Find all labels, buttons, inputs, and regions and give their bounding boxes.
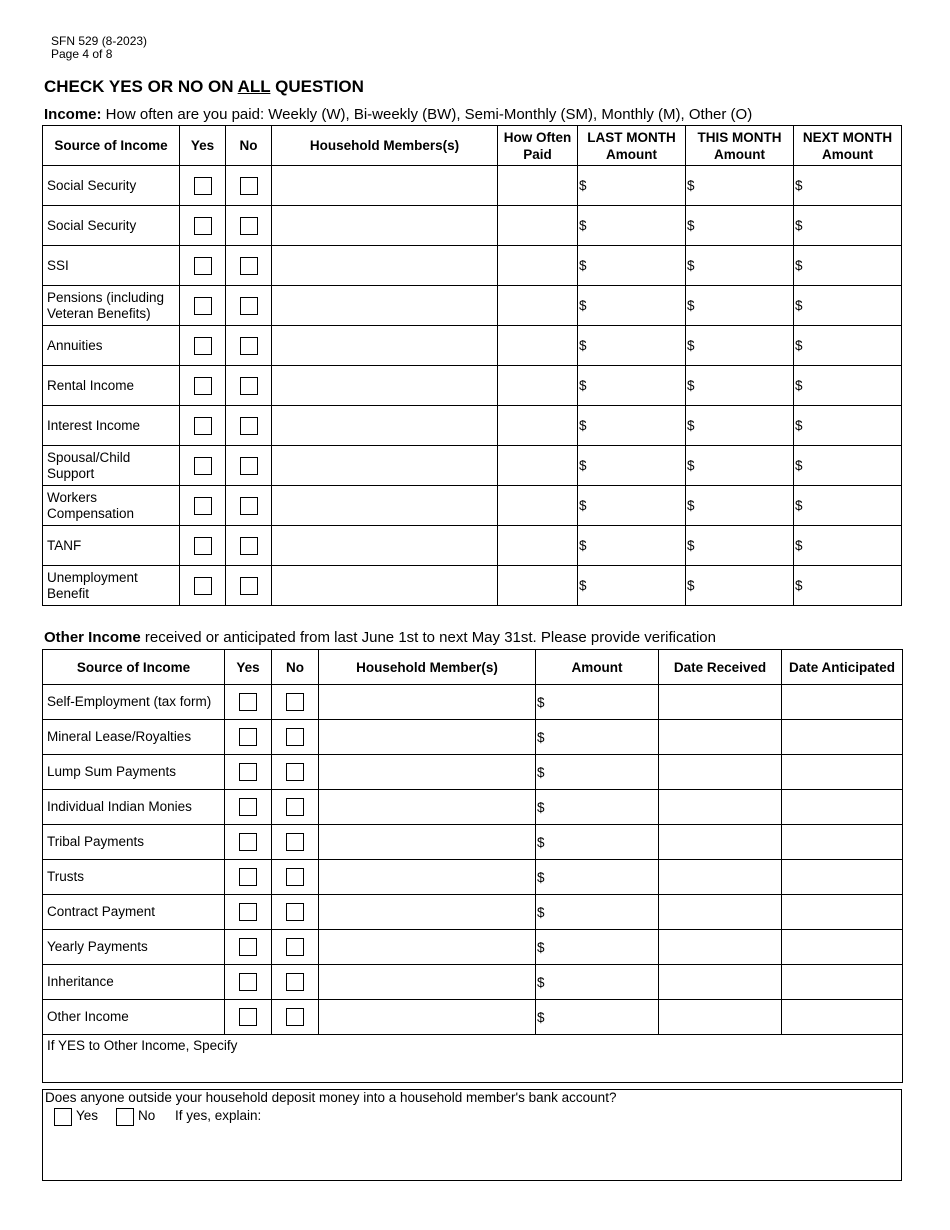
this-month-amount-field[interactable]: $ xyxy=(686,486,794,526)
income-row xyxy=(43,246,902,286)
income-yes-checkbox[interactable] xyxy=(194,217,212,235)
income-row xyxy=(43,326,902,366)
income-table-header xyxy=(43,126,902,166)
income-no-checkbox-cell xyxy=(226,166,272,206)
other-income-no-checkbox[interactable] xyxy=(286,798,304,816)
income-no-checkbox[interactable] xyxy=(240,497,258,515)
other-income-row xyxy=(43,895,903,930)
other-income-source-label: Mineral Lease/Royalties xyxy=(43,720,225,755)
amount-field[interactable]: $ xyxy=(536,895,659,930)
how-often-paid-field[interactable] xyxy=(498,526,578,566)
income-col-header: THIS MONTH Amount xyxy=(686,126,794,166)
date-received-field[interactable] xyxy=(659,860,782,895)
household-members-field[interactable] xyxy=(272,486,498,526)
other-income-no-checkbox[interactable] xyxy=(286,693,304,711)
other-income-yes-checkbox-cell xyxy=(225,720,272,755)
household-members-field[interactable] xyxy=(272,166,498,206)
income-table xyxy=(42,125,902,606)
how-often-paid-field[interactable] xyxy=(498,366,578,406)
other-income-yes-checkbox[interactable] xyxy=(239,938,257,956)
other-income-col-header: Household Member(s) xyxy=(319,650,536,685)
income-col-header: No xyxy=(226,126,272,166)
income-no-checkbox[interactable] xyxy=(240,337,258,355)
date-anticipated-field[interactable] xyxy=(782,895,903,930)
household-members-field[interactable] xyxy=(272,246,498,286)
household-members-field[interactable] xyxy=(272,286,498,326)
other-income-row xyxy=(43,930,903,965)
income-col-header: NEXT MONTH Amount xyxy=(794,126,902,166)
how-often-paid-field[interactable] xyxy=(498,286,578,326)
other-income-no-checkbox-cell xyxy=(272,720,319,755)
amount-field[interactable]: $ xyxy=(536,825,659,860)
household-members-field[interactable] xyxy=(272,406,498,446)
other-income-no-checkbox-cell xyxy=(272,965,319,1000)
other-income-yes-checkbox[interactable] xyxy=(239,1008,257,1026)
other-income-source-label: Inheritance xyxy=(43,965,225,1000)
income-section-title: Income: How often are you paid: Weekly (W), Bi-weekly (BW), Semi-Monthly (SM), Monthly (M), Other (O) xyxy=(44,106,753,123)
amount-field[interactable]: $ xyxy=(536,930,659,965)
income-no-checkbox-cell xyxy=(226,326,272,366)
last-month-amount-field[interactable]: $ xyxy=(578,166,686,206)
income-source-label: Pensions (including Veteran Benefits) xyxy=(43,286,180,326)
household-member-field[interactable] xyxy=(319,895,536,930)
income-source-label: SSI xyxy=(43,246,180,286)
household-member-field[interactable] xyxy=(319,965,536,1000)
other-income-table xyxy=(42,649,903,1083)
other-income-no-checkbox-cell xyxy=(272,1000,319,1035)
household-members-field[interactable] xyxy=(272,446,498,486)
household-members-field[interactable] xyxy=(272,206,498,246)
this-month-amount-field[interactable]: $ xyxy=(686,526,794,566)
last-month-amount-field[interactable]: $ xyxy=(578,446,686,486)
income-row xyxy=(43,366,902,406)
income-no-checkbox[interactable] xyxy=(240,577,258,595)
income-no-checkbox[interactable] xyxy=(240,257,258,275)
income-no-checkbox-cell xyxy=(226,446,272,486)
how-often-paid-field[interactable] xyxy=(498,486,578,526)
income-yes-checkbox[interactable] xyxy=(194,417,212,435)
income-yes-checkbox-cell xyxy=(180,286,226,326)
income-no-checkbox[interactable] xyxy=(240,297,258,315)
income-yes-checkbox[interactable] xyxy=(194,497,212,515)
specify-row xyxy=(43,1035,903,1083)
income-no-checkbox[interactable] xyxy=(240,417,258,435)
income-yes-checkbox-cell xyxy=(180,366,226,406)
income-yes-checkbox[interactable] xyxy=(194,377,212,395)
next-month-amount-field[interactable]: $ xyxy=(794,326,902,366)
other-income-yes-checkbox-cell xyxy=(225,685,272,720)
other-income-no-checkbox[interactable] xyxy=(286,973,304,991)
this-month-amount-field[interactable]: $ xyxy=(686,206,794,246)
other-income-col-header: Amount xyxy=(536,650,659,685)
page-number: Page 4 of 8 xyxy=(51,47,113,61)
next-month-amount-field[interactable]: $ xyxy=(794,486,902,526)
other-income-no-checkbox-cell xyxy=(272,895,319,930)
income-no-checkbox-cell xyxy=(226,486,272,526)
page-title: CHECK YES OR NO ON ALL QUESTION xyxy=(44,77,364,96)
this-month-amount-field[interactable]: $ xyxy=(686,246,794,286)
income-no-checkbox-cell xyxy=(226,206,272,246)
next-month-amount-field[interactable]: $ xyxy=(794,246,902,286)
this-month-amount-field[interactable]: $ xyxy=(686,406,794,446)
last-month-amount-field[interactable]: $ xyxy=(578,206,686,246)
other-income-no-checkbox-cell xyxy=(272,790,319,825)
income-yes-checkbox[interactable] xyxy=(194,457,212,475)
household-member-field[interactable] xyxy=(319,930,536,965)
income-yes-checkbox-cell xyxy=(180,246,226,286)
date-anticipated-field[interactable] xyxy=(782,720,903,755)
income-col-header: Source of Income xyxy=(43,126,180,166)
other-income-col-header: Date Anticipated xyxy=(782,650,903,685)
income-source-label: Social Security xyxy=(43,206,180,246)
other-income-yes-checkbox[interactable] xyxy=(239,763,257,781)
income-row xyxy=(43,286,902,326)
income-no-checkbox-cell xyxy=(226,286,272,326)
deposit-yes-checkbox[interactable] xyxy=(54,1108,72,1126)
how-often-paid-field[interactable] xyxy=(498,406,578,446)
other-income-no-checkbox[interactable] xyxy=(286,763,304,781)
other-income-row xyxy=(43,860,903,895)
how-often-paid-field[interactable] xyxy=(498,326,578,366)
other-income-row xyxy=(43,755,903,790)
other-income-no-checkbox[interactable] xyxy=(286,1008,304,1026)
household-member-field[interactable] xyxy=(319,720,536,755)
other-income-no-checkbox[interactable] xyxy=(286,938,304,956)
household-member-field[interactable] xyxy=(319,825,536,860)
income-row xyxy=(43,406,902,446)
other-income-row xyxy=(43,720,903,755)
how-often-paid-field[interactable] xyxy=(498,206,578,246)
other-income-yes-checkbox-cell xyxy=(225,965,272,1000)
income-col-header: Household Members(s) xyxy=(272,126,498,166)
income-no-checkbox[interactable] xyxy=(240,377,258,395)
next-month-amount-field[interactable]: $ xyxy=(794,166,902,206)
income-yes-checkbox[interactable] xyxy=(194,337,212,355)
bank-deposit-question: Does anyone outside your household deposit money into a household member's bank account? xyxy=(45,1090,617,1105)
income-source-label: Unemployment Benefit xyxy=(43,566,180,606)
next-month-amount-field[interactable]: $ xyxy=(794,286,902,326)
other-income-col-header: Yes xyxy=(225,650,272,685)
income-row xyxy=(43,486,902,526)
household-member-field[interactable] xyxy=(319,755,536,790)
other-income-no-checkbox[interactable] xyxy=(286,833,304,851)
other-income-no-checkbox[interactable] xyxy=(286,903,304,921)
household-member-field[interactable] xyxy=(319,1000,536,1035)
income-row xyxy=(43,526,902,566)
other-income-source-label: Other Income xyxy=(43,1000,225,1035)
household-member-field[interactable] xyxy=(319,790,536,825)
date-anticipated-field[interactable] xyxy=(782,685,903,720)
how-often-paid-field[interactable] xyxy=(498,166,578,206)
other-income-yes-checkbox[interactable] xyxy=(239,728,257,746)
date-anticipated-field[interactable] xyxy=(782,930,903,965)
income-no-checkbox-cell xyxy=(226,246,272,286)
other-income-yes-checkbox[interactable] xyxy=(239,693,257,711)
specify-other-income-field[interactable]: If YES to Other Income, Specify xyxy=(43,1035,903,1083)
how-often-paid-field[interactable] xyxy=(498,446,578,486)
income-yes-checkbox[interactable] xyxy=(194,177,212,195)
income-no-checkbox[interactable] xyxy=(240,537,258,555)
income-source-label: Annuities xyxy=(43,326,180,366)
income-yes-checkbox-cell xyxy=(180,406,226,446)
household-member-field[interactable] xyxy=(319,685,536,720)
deposit-no-checkbox[interactable] xyxy=(116,1108,134,1126)
income-col-header: How Often Paid xyxy=(498,126,578,166)
form-id: SFN 529 (8-2023) xyxy=(51,34,148,48)
household-members-field[interactable] xyxy=(272,366,498,406)
income-source-label: TANF xyxy=(43,526,180,566)
income-yes-checkbox-cell xyxy=(180,446,226,486)
how-often-paid-field[interactable] xyxy=(498,246,578,286)
other-income-source-label: Yearly Payments xyxy=(43,930,225,965)
income-yes-checkbox-cell xyxy=(180,206,226,246)
last-month-amount-field[interactable]: $ xyxy=(578,406,686,446)
other-income-yes-checkbox-cell xyxy=(225,860,272,895)
income-yes-checkbox[interactable] xyxy=(194,537,212,555)
income-source-label: Workers Compensation xyxy=(43,486,180,526)
date-received-field[interactable] xyxy=(659,825,782,860)
date-anticipated-field[interactable] xyxy=(782,860,903,895)
other-income-yes-checkbox-cell xyxy=(225,825,272,860)
other-income-yes-checkbox[interactable] xyxy=(239,833,257,851)
last-month-amount-field[interactable]: $ xyxy=(578,526,686,566)
bank-deposit-question-box xyxy=(42,1089,902,1181)
other-income-no-checkbox[interactable] xyxy=(286,868,304,886)
amount-field[interactable]: $ xyxy=(536,1000,659,1035)
other-income-yes-checkbox-cell xyxy=(225,930,272,965)
income-no-checkbox-cell xyxy=(226,406,272,446)
income-no-checkbox-cell xyxy=(226,566,272,606)
income-col-header: LAST MONTH Amount xyxy=(578,126,686,166)
other-income-yes-checkbox-cell xyxy=(225,755,272,790)
other-income-col-header: Date Received xyxy=(659,650,782,685)
other-income-source-label: Self-Employment (tax form) xyxy=(43,685,225,720)
income-source-label: Interest Income xyxy=(43,406,180,446)
other-income-source-label: Lump Sum Payments xyxy=(43,755,225,790)
date-anticipated-field[interactable] xyxy=(782,965,903,1000)
date-received-field[interactable] xyxy=(659,1000,782,1035)
other-income-table-header xyxy=(43,650,903,685)
household-member-field[interactable] xyxy=(319,860,536,895)
household-members-field[interactable] xyxy=(272,526,498,566)
other-income-no-checkbox-cell xyxy=(272,860,319,895)
amount-field[interactable]: $ xyxy=(536,720,659,755)
amount-field[interactable]: $ xyxy=(536,755,659,790)
income-col-header: Yes xyxy=(180,126,226,166)
deposit-no-label: No xyxy=(138,1108,156,1123)
other-income-source-label: Contract Payment xyxy=(43,895,225,930)
income-yes-checkbox[interactable] xyxy=(194,297,212,315)
amount-field[interactable]: $ xyxy=(536,965,659,1000)
income-yes-checkbox-cell xyxy=(180,486,226,526)
date-anticipated-field[interactable] xyxy=(782,755,903,790)
last-month-amount-field[interactable]: $ xyxy=(578,326,686,366)
date-received-field[interactable] xyxy=(659,965,782,1000)
this-month-amount-field[interactable]: $ xyxy=(686,446,794,486)
next-month-amount-field[interactable]: $ xyxy=(794,566,902,606)
income-yes-checkbox-cell xyxy=(180,566,226,606)
income-source-label: Social Security xyxy=(43,166,180,206)
date-received-field[interactable] xyxy=(659,895,782,930)
income-no-checkbox[interactable] xyxy=(240,177,258,195)
next-month-amount-field[interactable]: $ xyxy=(794,206,902,246)
next-month-amount-field[interactable]: $ xyxy=(794,446,902,486)
other-income-no-checkbox-cell xyxy=(272,825,319,860)
other-income-yes-checkbox-cell xyxy=(225,1000,272,1035)
amount-field[interactable]: $ xyxy=(536,860,659,895)
date-received-field[interactable] xyxy=(659,755,782,790)
this-month-amount-field[interactable]: $ xyxy=(686,566,794,606)
date-received-field[interactable] xyxy=(659,685,782,720)
other-income-row xyxy=(43,825,903,860)
income-no-checkbox-cell xyxy=(226,526,272,566)
date-received-field[interactable] xyxy=(659,930,782,965)
other-income-yes-checkbox[interactable] xyxy=(239,973,257,991)
income-yes-checkbox-cell xyxy=(180,326,226,366)
income-yes-checkbox-cell xyxy=(180,166,226,206)
other-income-col-header: No xyxy=(272,650,319,685)
other-income-row xyxy=(43,965,903,1000)
last-month-amount-field[interactable]: $ xyxy=(578,246,686,286)
next-month-amount-field[interactable]: $ xyxy=(794,526,902,566)
last-month-amount-field[interactable]: $ xyxy=(578,566,686,606)
household-members-field[interactable] xyxy=(272,326,498,366)
other-income-yes-checkbox[interactable] xyxy=(239,868,257,886)
amount-field[interactable]: $ xyxy=(536,790,659,825)
income-source-label: Rental Income xyxy=(43,366,180,406)
other-income-yes-checkbox[interactable] xyxy=(239,798,257,816)
income-source-label: Spousal/Child Support xyxy=(43,446,180,486)
other-income-yes-checkbox[interactable] xyxy=(239,903,257,921)
income-no-checkbox[interactable] xyxy=(240,457,258,475)
other-income-source-label: Individual Indian Monies xyxy=(43,790,225,825)
amount-field[interactable]: $ xyxy=(536,685,659,720)
income-yes-checkbox[interactable] xyxy=(194,257,212,275)
this-month-amount-field[interactable]: $ xyxy=(686,166,794,206)
income-row xyxy=(43,206,902,246)
income-row xyxy=(43,166,902,206)
income-no-checkbox[interactable] xyxy=(240,217,258,235)
income-no-checkbox-cell xyxy=(226,366,272,406)
income-yes-checkbox-cell xyxy=(180,526,226,566)
deposit-yes-label: Yes xyxy=(76,1108,99,1123)
last-month-amount-field[interactable]: $ xyxy=(578,366,686,406)
date-received-field[interactable] xyxy=(659,790,782,825)
other-income-source-label: Trusts xyxy=(43,860,225,895)
other-income-row xyxy=(43,685,903,720)
income-row xyxy=(43,446,902,486)
date-anticipated-field[interactable] xyxy=(782,790,903,825)
date-received-field[interactable] xyxy=(659,720,782,755)
other-income-row xyxy=(43,1000,903,1035)
household-members-field[interactable] xyxy=(272,566,498,606)
other-income-no-checkbox[interactable] xyxy=(286,728,304,746)
other-income-row xyxy=(43,790,903,825)
next-month-amount-field[interactable]: $ xyxy=(794,366,902,406)
last-month-amount-field[interactable]: $ xyxy=(578,286,686,326)
deposit-explain-label: If yes, explain: xyxy=(175,1108,262,1123)
other-income-section-title: Other Income received or anticipated from last June 1st to next May 31st. Please provide verification xyxy=(44,629,716,646)
other-income-col-header: Source of Income xyxy=(43,650,225,685)
last-month-amount-field[interactable]: $ xyxy=(578,486,686,526)
other-income-source-label: Tribal Payments xyxy=(43,825,225,860)
this-month-amount-field[interactable]: $ xyxy=(686,366,794,406)
other-income-yes-checkbox-cell xyxy=(225,790,272,825)
how-often-paid-field[interactable] xyxy=(498,566,578,606)
date-anticipated-field[interactable] xyxy=(782,1000,903,1035)
other-income-no-checkbox-cell xyxy=(272,930,319,965)
this-month-amount-field[interactable]: $ xyxy=(686,286,794,326)
income-yes-checkbox[interactable] xyxy=(194,577,212,595)
date-anticipated-field[interactable] xyxy=(782,825,903,860)
this-month-amount-field[interactable]: $ xyxy=(686,326,794,366)
other-income-yes-checkbox-cell xyxy=(225,895,272,930)
other-income-no-checkbox-cell xyxy=(272,755,319,790)
next-month-amount-field[interactable]: $ xyxy=(794,406,902,446)
income-row xyxy=(43,566,902,606)
other-income-no-checkbox-cell xyxy=(272,685,319,720)
